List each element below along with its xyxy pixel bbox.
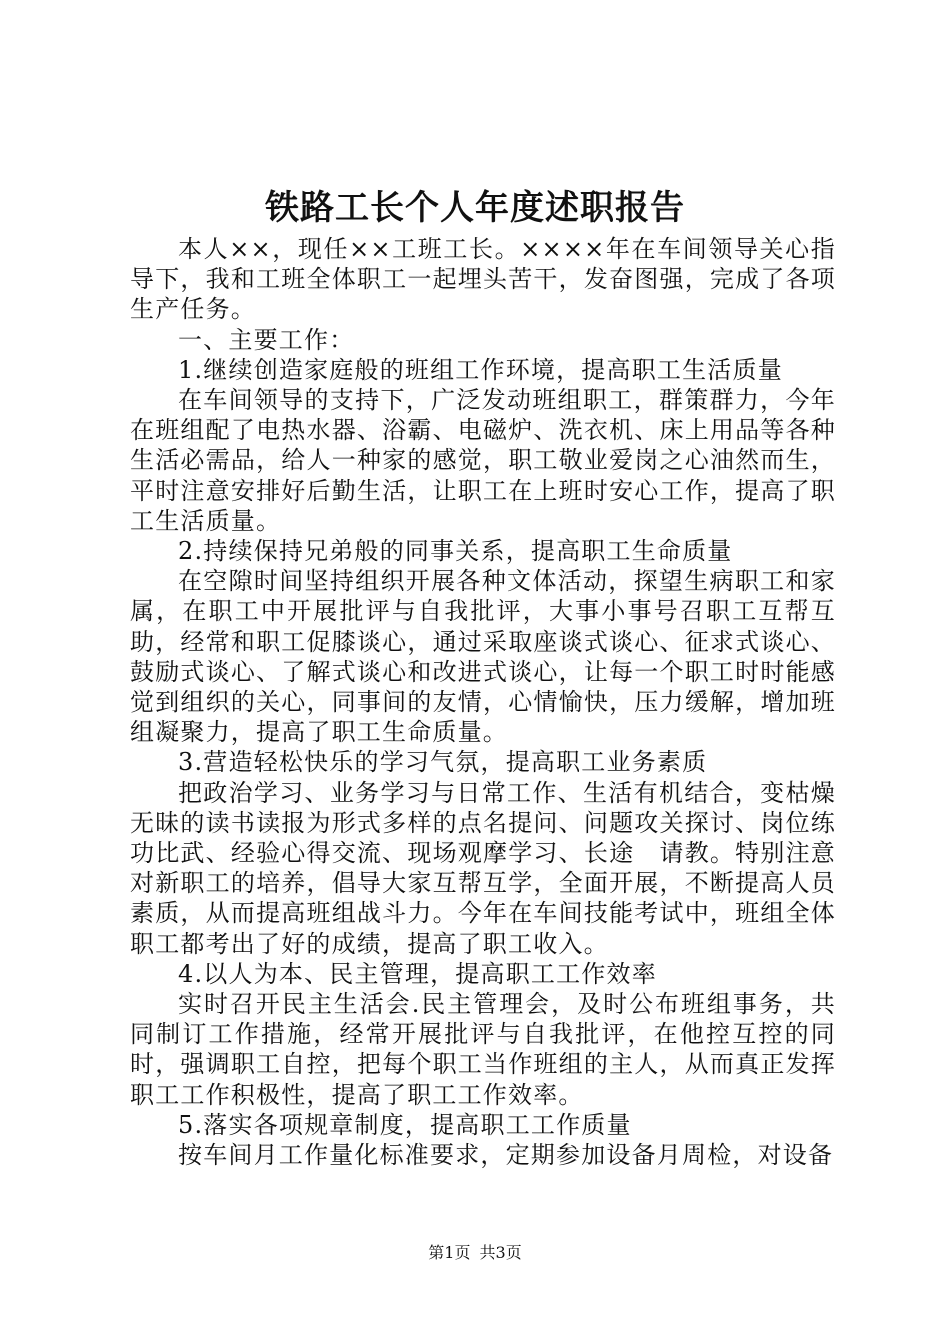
item-heading-4: 4.以人为本、民主管理，提高职工工作效率	[178, 959, 657, 988]
item-heading-5: 5.落实各项规章制度，提高职工工作质量	[178, 1110, 632, 1139]
document-title: 铁路工长个人年度述职报告	[265, 188, 685, 228]
item-heading-2: 2.持续保持兄弟般的同事关系，提高职工生命质量	[178, 537, 733, 566]
item-heading-3: 3.营造轻松快乐的学习气氛，提高职工业务素质	[178, 748, 708, 777]
section-heading-main-work: 一、主要工作：	[178, 325, 355, 354]
item-heading-1: 1.继续创造家庭般的班组工作环境，提高职工生活质量	[178, 355, 783, 384]
page-footer	[0, 1243, 950, 1263]
intro-paragraph: 本人××，现任××工班工长。××××年在车间领导关心指导下，我和工班全体职工一起埋头苦干，发奋图强，完成了各项生产任务。	[130, 235, 836, 324]
document-body	[130, 234, 836, 1170]
page-total: 共3页	[479, 1243, 522, 1262]
item-paragraph-1: 在车间领导的支持下，广泛发动班组职工，群策群力，今年在班组配了电热水器、浴霸、电磁炉、洗衣机、床上用品等各种生活必需品，给人一种家的感觉，职工敬业爱岗之心油然而生，平时注意安排好后勤生活，让职工在上班时安心工作，提高了职工生活质量。	[130, 386, 836, 535]
page-number: 第1页	[428, 1243, 471, 1262]
item-paragraph-3: 把政治学习、业务学习与日常工作、生活有机结合，变枯燥无昧的读书读报为形式多样的点名提问、问题攻关探讨、岗位练功比武、经验心得交流、现场观摩学习、长途 请教。特别注意对新职工的培养，倡导大家互帮互学，全面开展，不断提高人员素质，从而提高班组战斗力。今年在车间技能考试中，班组全体职工都考出了好的成绩，提高了职工收入。	[130, 778, 836, 958]
item-paragraph-4: 实时召开民主生活会.民主管理会，及时公布班组事务，共同制订工作措施，经常开展批评与自我批评，在他控互控的同时，强调职工自控，把每个职工当作班组的主人，从而真正发挥职工工作积极性，提高了职工工作效率。	[130, 990, 836, 1109]
item-paragraph-2: 在空隙时间坚持组织开展各种文体活动，探望生病职工和家属，在职工中开展批评与自我批评，大事小事号召职工互帮互助，经常和职工促膝谈心，通过采取座谈式谈心、征求式谈心、鼓励式谈心、了解式谈心和改进式谈心，让每一个职工时时能感觉到组织的关心，同事间的友情，心情愉快，压力缓解，增加班组凝聚力，提高了职工生命质量。	[130, 567, 836, 747]
item-paragraph-5: 按车间月工作量化标准要求，定期参加设备月周检，对设备	[178, 1141, 834, 1170]
